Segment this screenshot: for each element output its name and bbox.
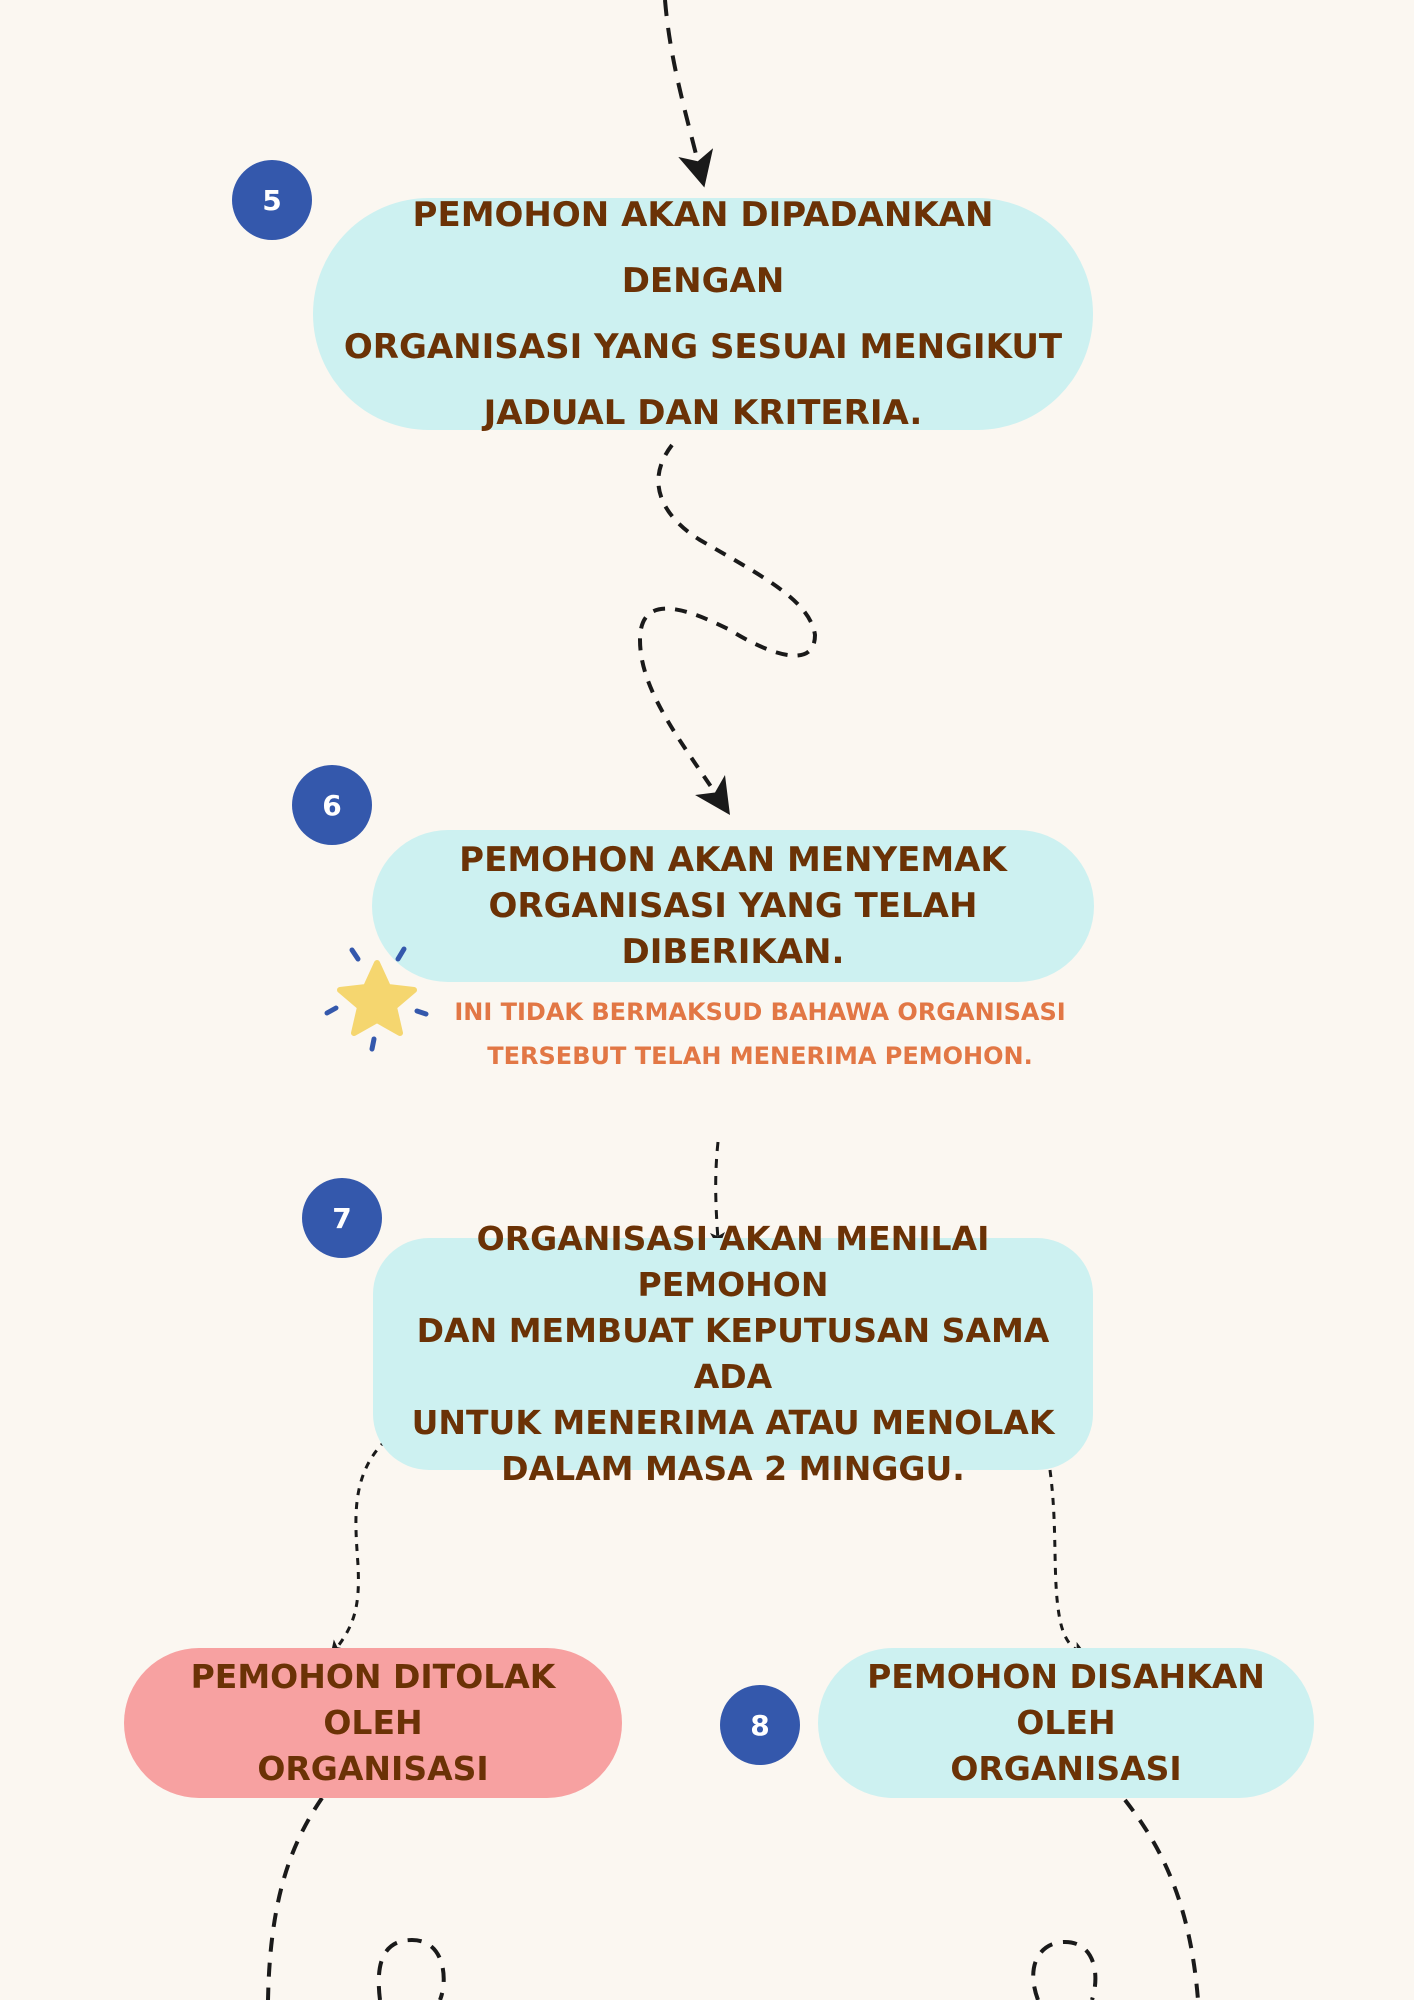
step-7-node	[373, 1219, 1093, 1488]
step-7-line-4: DALAM MASA 2 MINGGU.	[501, 1449, 965, 1488]
step-6-note	[440, 990, 1080, 1078]
connector-approved-continues	[1125, 1800, 1198, 2000]
step-5-line-1: PEMOHON AKAN DIPADANKAN DENGAN	[412, 195, 994, 301]
rejected-line-1: PEMOHON DITOLAK OLEH	[190, 1657, 556, 1742]
step-6-number: 6	[322, 788, 342, 822]
step-5-node	[313, 195, 1093, 433]
rejected-line-2: ORGANISASI	[257, 1749, 489, 1788]
step-6-badge	[292, 765, 372, 845]
step-5-line-2: ORGANISASI YANG SESUAI MENGIKUT	[343, 327, 1063, 367]
step-5-number: 5	[262, 183, 282, 217]
connector-rejected-loop	[379, 1940, 444, 2000]
connector-top-into-step-5	[665, 0, 700, 170]
connector-step-5-to-step-6	[640, 445, 815, 800]
step-7-line-3: UNTUK MENERIMA ATAU MENOLAK	[411, 1403, 1055, 1442]
approved-line-1: PEMOHON DISAHKAN OLEH	[867, 1657, 1265, 1742]
connector-step-7-to-approved	[1050, 1470, 1080, 1652]
connector-step-7-to-rejected	[335, 1440, 386, 1650]
step-7-line-2: DAN MEMBUAT KEPUTUSAN SAMA ADA	[416, 1311, 1050, 1396]
step-6-line-1: PEMOHON AKAN MENYEMAK	[459, 840, 1007, 880]
star-icon	[322, 945, 432, 1055]
connector-approved-loop	[1033, 1942, 1095, 2000]
outcome-rejected-node	[124, 1648, 622, 1798]
step-8-number: 8	[750, 1708, 770, 1742]
step-5-line-3: JADUAL DAN KRITERIA.	[483, 393, 923, 433]
step-8-badge	[720, 1685, 800, 1765]
step-5-badge	[232, 160, 312, 240]
outcome-approved-node	[818, 1648, 1314, 1798]
approved-line-2: ORGANISASI	[950, 1749, 1182, 1788]
step-6-note-line-1: INI TIDAK BERMAKSUD BAHAWA ORGANISASI	[454, 998, 1066, 1026]
step-6-line-2: ORGANISASI YANG TELAH DIBERIKAN.	[488, 886, 978, 972]
step-7-number: 7	[332, 1201, 352, 1235]
connector-rejected-continues	[268, 1798, 322, 2000]
step-6-node	[372, 830, 1094, 982]
step-6-note-line-2: TERSEBUT TELAH MENERIMA PEMOHON.	[487, 1042, 1033, 1070]
step-7-badge	[302, 1178, 382, 1258]
step-7-line-1: ORGANISASI AKAN MENILAI PEMOHON	[476, 1219, 990, 1304]
